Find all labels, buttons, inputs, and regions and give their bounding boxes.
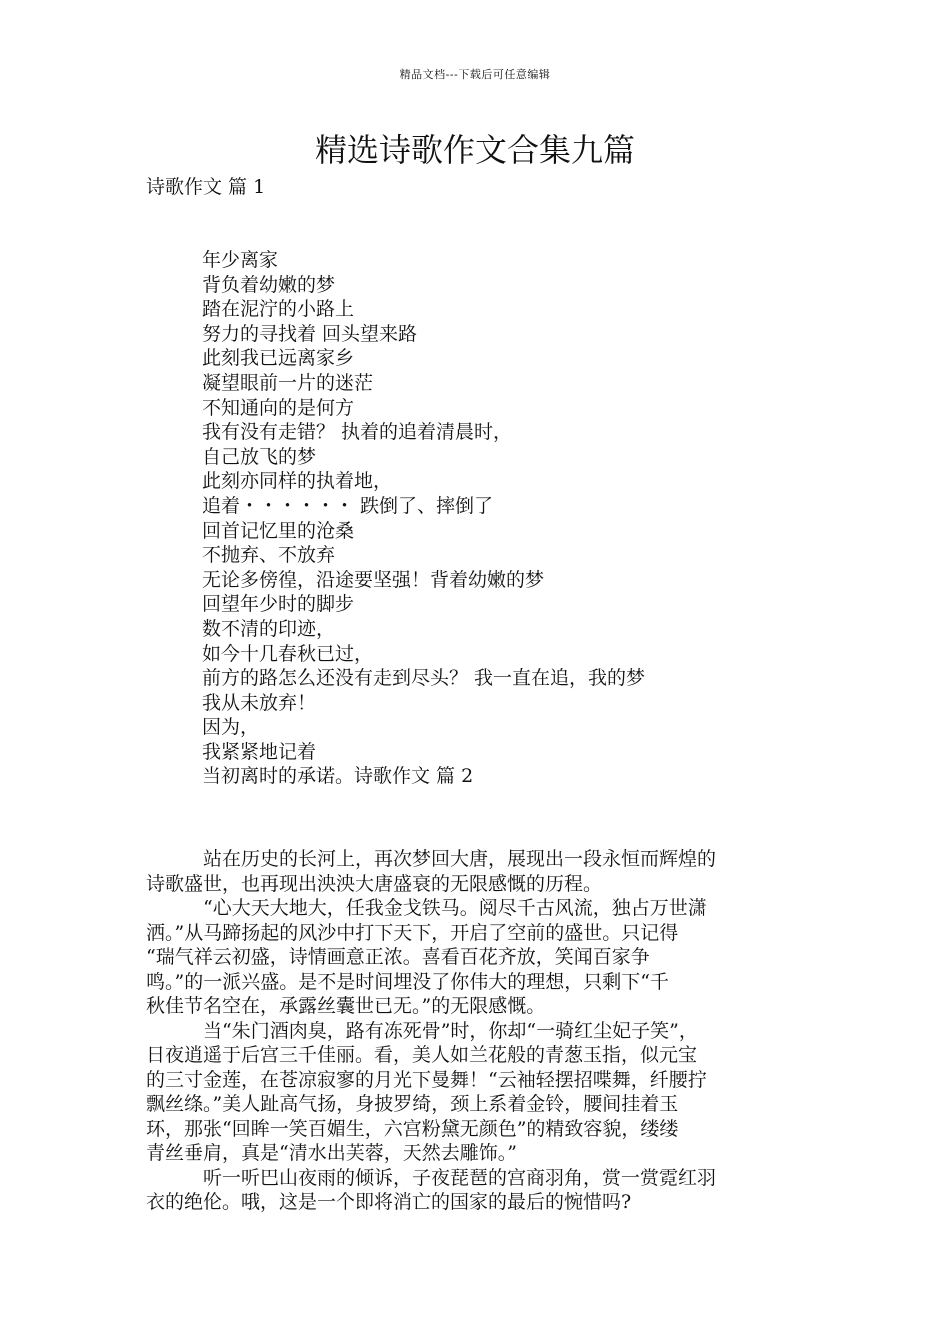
document-title: 精选诗歌作文合集九篇 — [314, 131, 635, 169]
prose-line: 听一听巴山夜雨的倾诉，子夜琵琶的宫商羽角，赏一赏霓红羽 — [203, 1166, 717, 1189]
poem-line: 努力的寻找着 回头望来路 — [202, 322, 418, 345]
poem-line: 自己放飞的梦 — [202, 445, 317, 468]
prose-line: “瑞气祥云初盛，诗情画意正浓。喜看百花齐放，笑闻百家争 — [146, 946, 650, 968]
prose-line: 洒。”从马蹄扬起的风沙中打下天下，开启了空前的盛世。只记得 — [146, 921, 679, 944]
prose-line: 当“朱门酒肉臭，路有冻死骨”时，你却“一骑红尘妃子笑”， — [203, 1019, 698, 1042]
poem-line: 因为， — [202, 716, 260, 739]
poem-line: 前方的路怎么还没有走到尽头？ 我一直在追，我的梦 — [202, 667, 646, 690]
poem-line: 踏在泥泞的小路上 — [202, 298, 355, 321]
poem-line: 此刻亦同样的执着地， — [202, 470, 393, 493]
poem-block — [202, 248, 842, 789]
poem-line: 我从未放弃！ — [202, 691, 317, 714]
poem-line: 年少离家 — [202, 249, 279, 271]
poem-line: 我有没有走错？ 执着的追着清晨时， — [202, 421, 513, 444]
prose-line: 诗歌盛世，也再现出泱泱大唐盛衰的无限感慨的历程。 — [146, 872, 603, 895]
poem-line: 不知通向的是何方 — [202, 396, 355, 419]
poem-line: 数不清的印迹， — [202, 617, 336, 640]
poem-line: 凝望眼前一片的迷茫 — [202, 371, 374, 394]
poem-line: 不抛弃、不放弃 — [202, 544, 336, 567]
section-heading: 诗歌作文 篇 1 — [146, 176, 266, 198]
poem-line: 我紧紧地记着 — [202, 740, 317, 763]
poem-line: 如今十几春秋已过， — [202, 642, 374, 665]
poem-line: 追着・・・・・・ 跌倒了、摔倒了 — [202, 494, 494, 517]
prose-line: 青丝垂肩，真是“清水出芙蓉，天然去雕饰。” — [146, 1142, 517, 1164]
poem-line: 背负着幼嫩的梦 — [202, 273, 336, 296]
poem-line: 回首记忆里的沧桑 — [202, 519, 355, 542]
prose-line: 飘丝绦。”美人趾高气扬，身披罗绮，颈上系着金铃，腰间挂着玉 — [146, 1093, 679, 1115]
prose-line: 秋佳节名空在，承露丝囊世已无。”的无限感慨。 — [146, 995, 546, 1017]
prose-line: 站在历史的长河上，再次梦回大唐，展现出一段永恒而辉煌的 — [203, 848, 717, 870]
poem-line: 无论多傍徨，沿途要坚强！背着幼嫩的梦 — [202, 568, 545, 591]
prose-line: 的三寸金莲，在苍凉寂寥的月光下曼舞！“云袖轻摆招喋舞，纤腰拧 — [146, 1068, 707, 1091]
prose-block — [146, 847, 806, 1215]
prose-line: 环，那张“回眸一笑百媚生，六宫粉黛无颜色”的精致容貌，缕缕 — [146, 1117, 679, 1140]
prose-line: 衣的绝伦。哦，这是一个即将消亡的国家的最后的惋惜吗? — [146, 1191, 632, 1213]
poem-line: 回望年少时的脚步 — [202, 593, 355, 616]
prose-line: “心大天大地大，任我金戈铁马。阅尽千古风流，独占万世潇 — [203, 897, 707, 919]
poem-line: 当初离时的承诺。诗歌作文 篇 2 — [202, 765, 474, 788]
poem-line: 此刻我已远离家乡 — [202, 347, 355, 370]
prose-line: 鸣。”的一派兴盛。是不是时间埋没了你伟大的理想，只剩下“千 — [146, 970, 669, 993]
header-note: 精品文档---下载后可任意编辑 — [399, 68, 551, 81]
prose-line: 日夜逍遥于后宫三千佳丽。看，美人如兰花般的青葱玉指，似元宝 — [146, 1044, 698, 1066]
